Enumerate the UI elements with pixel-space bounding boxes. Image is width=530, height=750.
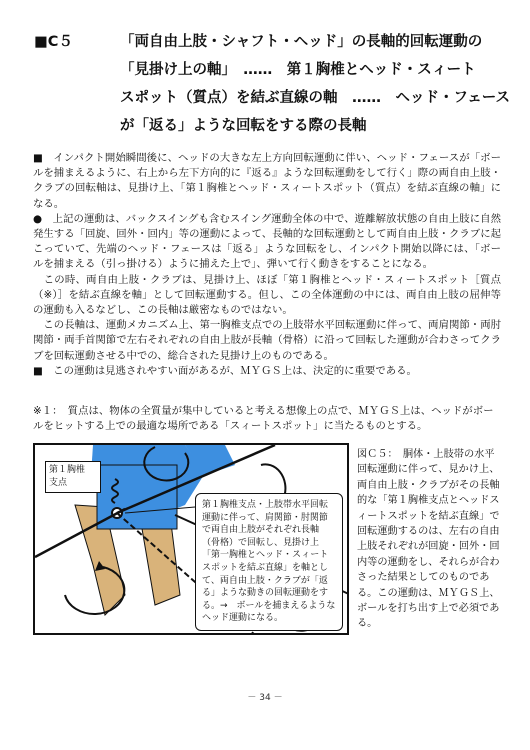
paragraph-5: ■ この運動は見逃されやすい面があるが、ＭＹＧＳ上は、決定的に重要である。 [33,364,417,377]
title-line-2: 「見掛け上の軸」 …… 第１胸椎とヘッド・スィート [120,62,476,78]
pivot-label: 第１胸椎 支点 [45,461,101,493]
paragraph-1: ■ インパクト開始瞬間後に、ヘッドの大きな左上方向回転運動に伴い、ヘッド・フェースが「ボールを捕まえるように、右上から左下方向的に『返る』ような回転運動をして行く」際の両自由上肢・クラブの回転軸は、見掛け上、「第１胸椎とヘッド・スィートスポット（質点）を結ぶ直線の軸」になる。 [33,152,501,210]
section-title [34,28,511,140]
figure-c5 [33,443,349,635]
title-row-4 [34,112,504,140]
inset-frame [97,465,177,529]
title-line-4: が「返る」ような回転をする際の長軸 [120,118,367,134]
title-line-3: スポット（質点）を結ぶ直線の軸 …… ヘッド・フェース [120,90,511,106]
title-row-1 [34,28,504,56]
paragraph-4: この長軸は、運動メカニズム上、第一胸椎支点での上肢帯水平回転運動に伴って、両肩関節・両肘関節・両手首関節で左右それぞれの自由上肢が長軸（骨格）に沿って回転した運動が合わさってクラブを回転運動させる中での、総合された見掛け上のものである。 [33,319,501,362]
title-row-3 [34,84,511,112]
footnote: ※１： 質点は、物体の全質量が集中していると考える想像上の点で、ＭＹＧＳ上は、ヘッドがボールをヒットする上での最適な場所である「スィートスポット」に当たるものとする。 [33,405,494,433]
body-text [33,151,501,379]
page-number: － 34 － [247,693,283,703]
title-line-1: 「両自由上肢・シャフト・ヘッド」の長軸的回転運動の [120,34,483,50]
section-code: ■C５ [34,34,73,50]
title-row-2 [34,56,504,84]
figure-callout: 第１胸椎支点・上肢帯水平回転運動に伴って、肩関節・肘関節で両自由上肢がそれぞれ長軸（骨格）で回転し、見掛け上「第一胸椎とヘッド・スィートスポットを結ぶ直線」を軸として、両自由上肢・クラブが「返る」ような動きの回転運動をする。→ ボールを捕まえるようなヘッド運動になる。 [195,493,343,631]
figure-caption: 図Ｃ５： 胴体・上肢帯の水平回転運動に伴って、見かけ上、両自由上肢・クラブがその長軸的な「第１胸椎支点とヘッドスィートスポットを結ぶ直線」で回転運動するのは、左右の自由上肢それぞれが回旋・回外・回内等の運動をし、それらが合わさった結果としてのものである。この運動は、ＭＹＧＳ上、ボールを打ち出す上で必須である。 [357,449,500,630]
paragraph-2: ● 上記の運動は、バックスイングも含むスイング運動全体の中で、遊離解放状態の自由上肢に自然発生する「回旋、回外・回内」等の運動によって、長軸的な回転運動として両自由上肢・クラブに起こっていて、先端のヘッド・フェースは「返る」ような回転をし、インパクト開始以降には、「ボールを捕まえる（引っ掛ける）ように捕えた上で」、弾いて行く動きをすることになる。 [33,212,501,271]
paragraph-3: この時、両自由上肢・クラブは、見掛け上、ほぼ「第１胸椎とヘッド・スィートスポット［質点（※）］を結ぶ直線を軸」として回転運動する。但し、この全体運動の中には、両自由上肢の屈伸等の運動も入るなどし、この長軸は厳密なものではない。 [33,273,501,317]
